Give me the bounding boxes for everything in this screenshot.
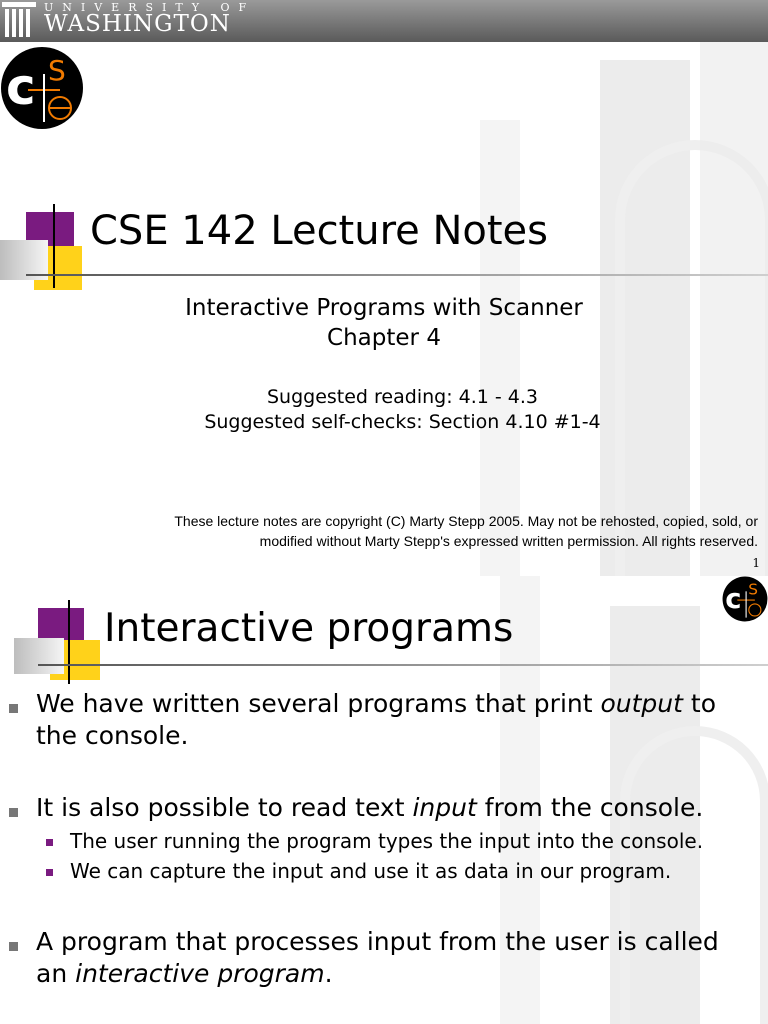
suggested-reading: Suggested reading: 4.1 - 4.3 [266, 386, 539, 408]
copyright-line-1: These lecture notes are copyright (C) Marty Stepp 2005. May not be rehosted, copied, sold, or [174, 513, 758, 529]
subtitle-line-2: Chapter 4 [327, 325, 441, 351]
bullet-marker [9, 704, 18, 713]
washington-label: WASHINGTON [44, 11, 231, 37]
slide-number: 1 [752, 556, 760, 570]
copyright-line-2: modified without Marty Stepp's expressed written permission. All rights reserved. [259, 533, 758, 549]
bullet-marker [9, 808, 18, 817]
bullet-interactive-program: A program that processes input from the user is called an interactive program. [36, 927, 719, 988]
bullet-input: It is also possible to read text input from the console. [36, 793, 704, 822]
university-banner [0, 0, 768, 42]
sub-bullet-marker [46, 869, 53, 876]
subtitle-line-1: Interactive Programs with Scanner [185, 295, 583, 321]
logo-s: S [48, 54, 66, 87]
sub-bullet-user-types: The user running the program types the input into the console. [70, 829, 704, 853]
logo-c: c [6, 58, 36, 116]
bullet-output: We have written several programs that print output to the console. [36, 689, 716, 750]
sub-bullet-marker [46, 839, 53, 846]
cse-logo-icon [0, 46, 84, 130]
bullet-marker [9, 942, 18, 951]
column-logo-icon [2, 2, 38, 40]
content-slide [0, 576, 768, 1024]
sub-bullet-capture-input: We can capture the input and use it as data in our program. [70, 859, 672, 883]
suggested-self-checks: Suggested self-checks: Section 4.10 #1-4 [204, 411, 601, 433]
page-title: CSE 142 Lecture Notes [90, 208, 549, 254]
logo-c: c [725, 583, 742, 615]
university-label: UNIVERSITY OF [44, 1, 256, 14]
logo-s: S [748, 580, 759, 599]
slide-title: Interactive programs [104, 606, 514, 651]
